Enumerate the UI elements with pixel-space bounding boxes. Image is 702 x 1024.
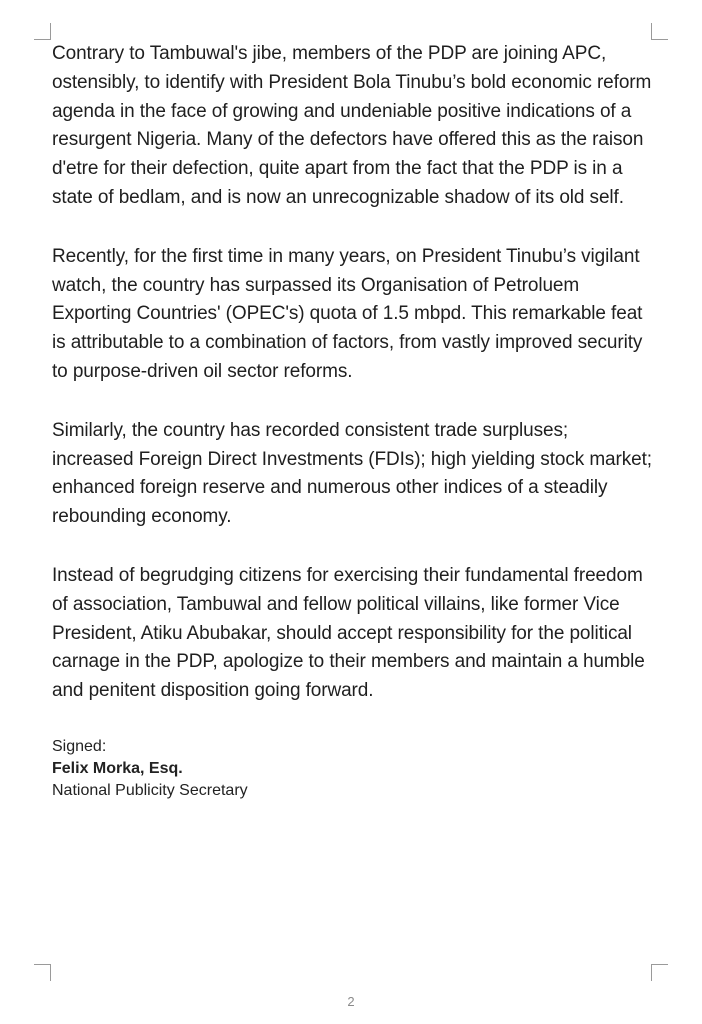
signatory-title: National Publicity Secretary: [52, 781, 248, 799]
page-number: 2: [347, 994, 355, 1009]
document-body: [52, 40, 652, 802]
crop-mark-bottom-left: [34, 964, 51, 981]
paragraph-2: Recently, for the first time in many years, on President Tinubu’s vigilant watch, the country has surpassed its Organisation of Petroluem Exporting Countries' (OPEC's) quota of 1.5 mbpd. This remarkable feat is attributable to a combination of factors, from vastly improved security to purpose-driven oil sector reforms.: [52, 245, 643, 382]
signed-label: Signed:: [52, 737, 107, 755]
crop-mark-bottom-right: [651, 964, 668, 981]
paragraph-1: Contrary to Tambuwal's jibe, members of the PDP are joining APC, ostensibly, to identify with President Bola Tinubu’s bold economic reform agenda in the face of growing and undeniable positive indications of a resurgent Nigeria. Many of the defectors have offered this as the raison d'etre for their defection, quite apart from the fact that the PDP is in a state of bedlam, and is now an unrecognizable shadow of its old self.: [52, 43, 652, 208]
paragraph-3: Similarly, the country has recorded consistent trade surpluses; increased Foreign Direct Investments (FDIs); high yielding stock market; enhanced foreign reserve and numerous other indices of a steadily rebounding economy.: [52, 419, 652, 528]
paragraph-4: Instead of begrudging citizens for exercising their fundamental freedom of association, Tambuwal and fellow political villains, like former Vice President, Atiku Abubakar, should accept responsibility for the political carnage in the PDP, apologize to their members and maintain a humble and penitent disposition going forward.: [52, 564, 645, 702]
signatory-name: Felix Morka, Esq.: [52, 759, 183, 777]
crop-mark-top-right: [651, 23, 668, 40]
signature-block: [52, 736, 652, 802]
crop-mark-top-left: [34, 23, 51, 40]
